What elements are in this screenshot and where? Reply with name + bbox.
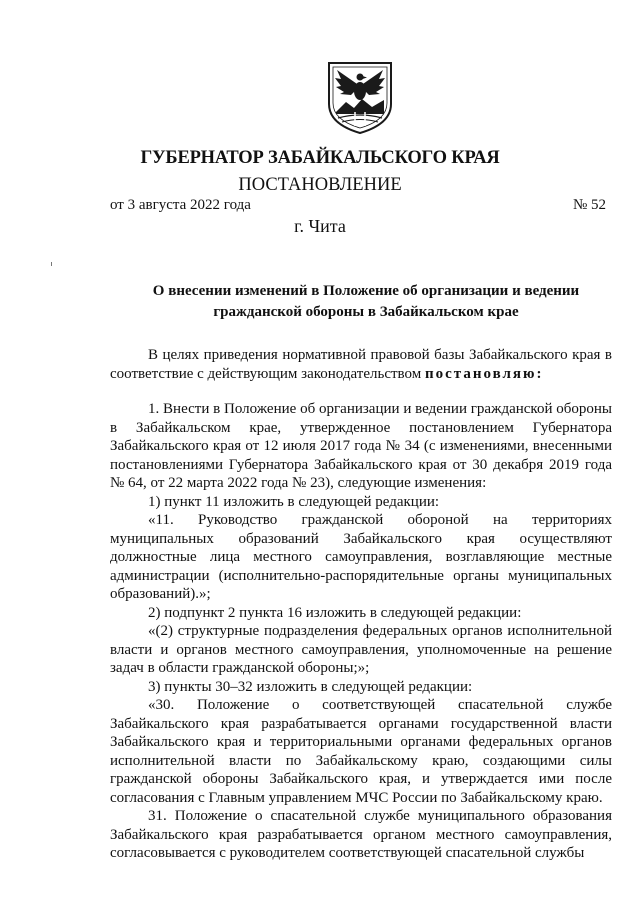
- preamble-paragraph: [110, 346, 612, 383]
- document-type: ПОСТАНОВЛЕНИЕ: [238, 175, 402, 195]
- paragraph: «(2) структурные подразделения федеральных органов исполнительной власти и органов местного самоуправления, уполномоченные на решение задач в области гражданской обороны;»;: [110, 623, 612, 676]
- coat-of-arms-icon: [324, 60, 396, 136]
- preamble-text: В целях приведения нормативной правовой базы Забайкальского края в соответствие с действующим законодательством: [110, 347, 612, 382]
- paragraph: 2) подпункт 2 пункта 16 изложить в следующей редакции:: [148, 604, 522, 621]
- document-date: от 3 августа 2022 года: [110, 197, 251, 213]
- document-body: [110, 346, 612, 863]
- preamble-verb: постановляю:: [424, 365, 544, 382]
- paragraph: 3) пункты 30–32 изложить в следующей редакции:: [148, 678, 473, 695]
- scan-speck: [51, 262, 52, 266]
- paragraph: 1) пункт 11 изложить в следующей редакции:: [148, 493, 440, 510]
- paragraph: 1. Внести в Положение об организации и ведении гражданской обороны в Забайкальском крае, утвержденное постановлением Губернатора Забайкальского края от 12 июля 2017 года № 34 (с изменениями, внесенными постановлениями Губернатора Забайкальского края от 30 декабря 2019 года № 64, от 22 марта 2022 года № 23), следующие изменения:: [110, 401, 612, 491]
- document-number: № 52: [572, 197, 606, 213]
- subject-line-2: гражданской обороны в Забайкальском крае: [213, 304, 519, 320]
- paragraph: «30. Положение о соответствующей спасательной службе Забайкальского края разрабатывается органами государственной власти Забайкальского края и территориальными органами федеральных органов исполнительной власти по Забайкальскому краю, создающими силы гражданской обороны Забайкальского края, и утверждается ими после согласования с Главным управлением МЧС России по Забайкальскому краю.: [110, 697, 612, 806]
- paragraph: 31. Положение о спасательной службе муниципального образования Забайкальского края разрабатывается органом местного самоуправления, согласовывается с руководителем соответствующей спасательной службы: [110, 808, 612, 861]
- subject-line-1: О внесении изменений в Положение об организации и ведении: [152, 283, 580, 299]
- document-subject: [110, 281, 622, 323]
- paragraph: «11. Руководство гражданской обороной на территориях муниципальных образований Забайкальского края осуществляют должностные лица местного самоуправления, возглавляющие местные администрации (исполнительно-распорядительные органы муниципальных образований).»;: [110, 512, 612, 602]
- issuing-authority: ГУБЕРНАТОР ЗАБАЙКАЛЬСКОГО КРАЯ: [140, 148, 500, 168]
- document-city: г. Чита: [294, 216, 346, 236]
